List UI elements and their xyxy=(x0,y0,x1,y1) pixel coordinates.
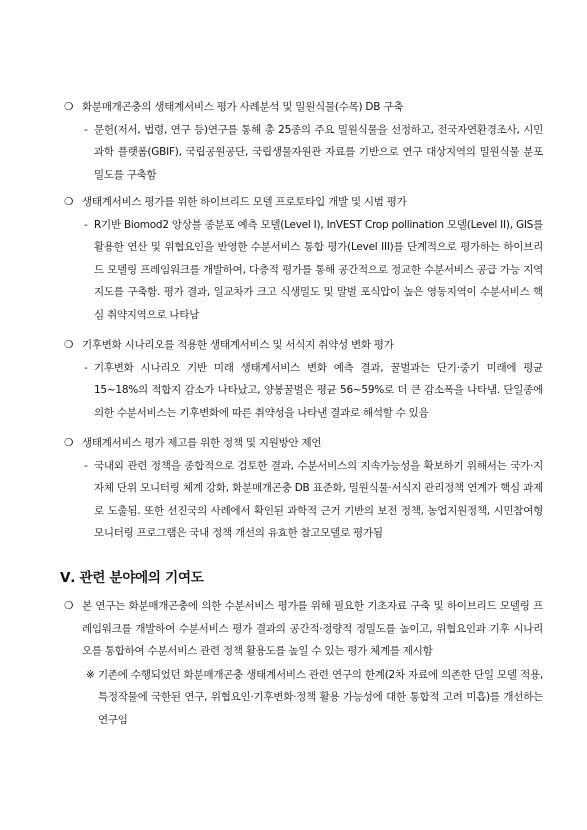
bullet-4 xyxy=(64,432,543,455)
section-bullet-text: 본 연구는 화분매개곤충에 의한 수분서비스 평가를 위해 필요한 기초자료 구축 및 하이브리드 모델링 프레임워크를 개발하여 수분서비스 평가 결과의 공간적·정량적 정밀도를 높이고, 위협요인과 기후 시나리오를 통합하여 수분서비스 관련 정책 활용도를 높일 수 있는 평가 체계를 제시함 xyxy=(82,600,543,657)
bullet-2 xyxy=(64,191,543,214)
bullet-4-detail-text: 국내외 관련 정책을 종합적으로 검토한 결과, 수분서비스의 지속가능성을 확보하기 위해서는 국가·지자체 단위 모니터링 체계 강화, 화분매개곤충 DB 표준화, 밀원식물·서식지 관리정책 연계가 핵심 과제로 도출됨. 또한 선진국의 사례에서 확인된 과학적 근거 기반의 보전 정책, 농업지원정책, 시민참여형 모니터링 프로그램은 국내 정책 개선의 유효한 참고모델로 평가됨 xyxy=(94,459,543,539)
section-bullet xyxy=(64,595,543,663)
bullet-1-detail xyxy=(64,119,543,187)
circle-bullet-icon: ❍ xyxy=(64,339,74,351)
section-note-text: 기존에 수행되었던 화분매개곤충 생태계서비스 관련 연구의 한계(2차 자료에 의존한 단일 모델 적용, 특정작물에 국한된 연구, 위협요인·기후변화·정책 활용 가능성에 대한 통합적 고려 미흡)를 개선하는 연구임 xyxy=(98,668,543,726)
bullet-1-text: 화분매개곤충의 생태계서비스 평가 사례분석 및 밀원식물(수목) DB 구축 xyxy=(82,101,404,113)
circle-bullet-icon: ❍ xyxy=(64,101,74,113)
dash-marker: - xyxy=(84,361,88,374)
bullet-3-text: 기후변화 시나리오를 적용한 생태계서비스 및 서식지 취약성 변화 평가 xyxy=(82,339,394,351)
bullet-1-detail-text: 문헌(저서, 법령, 연구 등)연구를 통해 총 25종의 주요 밀원식물을 선정하고, 전국자연환경조사, 시민과학 플랫폼(GBIF), 국립공원공단, 국립생물자원관 자료를 기반으로 연구 대상지역의 밀원식물 분포밀도를 구축함 xyxy=(94,123,543,181)
bullet-2-detail xyxy=(64,214,543,327)
bullet-4-detail xyxy=(64,455,543,545)
bullet-4-text: 생태계서비스 평가 제고를 위한 정책 및 지원방안 제언 xyxy=(82,437,322,449)
dash-marker: - xyxy=(84,123,88,136)
dash-marker: - xyxy=(84,459,88,472)
dash-marker: - xyxy=(84,218,88,231)
section-note xyxy=(64,664,543,732)
bullet-2-detail-text: R기반 Biomod2 앙상블 종분포 예측 모델(Level I), InVEST Crop pollination 모델(Level II), GIS를 활용한 연산 및 위협요인을 반영한 수분서비스 통합 평가(Level III)를 단계적으로 평가하는 하이브리드 모델링 프레임워크를 개발하여, 다층적 평가를 통해 공간적으로 정교한 수분서비스 공급 가능 지역 지도를 구축함. 평가 결과, 일교차가 크고 식생밀도 및 말벌 포식압이 높은 영동지역이 수분서비스 핵심 취약지역으로 나타남 xyxy=(94,218,543,321)
section-heading: Ⅴ. 관련 분야에의 기여도 xyxy=(60,569,204,586)
circle-bullet-icon: ❍ xyxy=(64,196,74,208)
circle-bullet-icon: ❍ xyxy=(64,437,74,449)
bullet-2-text: 생태계서비스 평가를 위한 하이브리드 모델 프로토타입 개발 및 시범 평가 xyxy=(82,196,407,208)
bullet-3-detail-text: 기후변화 시나리오 기반 미래 생태계서비스 변화 예측 결과, 꿀벌과는 단기·중기 미래에 평균 15~18%의 적합지 감소가 나타났고, 양봉꿀벌은 평균 56~59%로 더 큰 감소폭을 나타냄. 단일종에 의한 수분서비스는 기후변화에 따른 취약성을 나타낸 결과로 해석할 수 있음 xyxy=(94,361,543,419)
bullet-3-detail xyxy=(64,357,543,425)
circle-bullet-icon: ❍ xyxy=(64,600,74,612)
note-marker: ※ xyxy=(86,668,95,681)
bullet-1 xyxy=(64,96,543,119)
bullet-3 xyxy=(64,334,543,357)
